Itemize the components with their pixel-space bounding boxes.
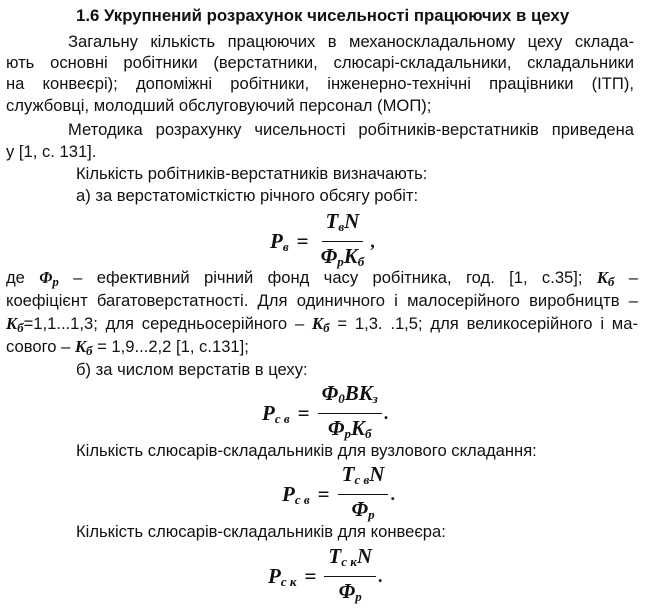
formula-1-lhs: $P_в$ — [270, 228, 289, 254]
para5: Кількість слюсарів-складальників для вузлового складання: — [76, 441, 537, 460]
formula-3-lhs: $P_{с в}$ — [282, 481, 310, 507]
formula-2-lhs: $P_{с в}$ — [262, 400, 290, 426]
formula-4: $P_{с к}$ = $\frac{T_{с к}N}{\Phi_p}$ . — [268, 544, 383, 604]
formula-1: $P_в$ = $\frac{T_вN}{\Phi_pK_б}$ , — [270, 209, 375, 269]
para4-line3: $K_б=1,1...1,3$; для середньосерійного – $K_б = 1,3$. .1,5; для великосерійного і ма- — [6, 314, 638, 335]
formula-3: $P_{с в}$ = $\frac{T_{с в}N}{\Phi_p}$ . — [282, 462, 395, 522]
formula-4-lhs: $P_{с к}$ — [268, 563, 297, 589]
para4-line2: коефіцієнт багатоверстатності. Для одиничного і малосерійного виробництв – — [6, 291, 638, 310]
para2-line1: Методика розрахунку чисельності робітників-верстатників приведена — [68, 120, 634, 139]
formula-2: $P_{с в}$ = $\frac{\Phi_0BK_з}{\Phi_pK_б}$ . — [262, 381, 389, 441]
para4-line4: сового – $K_б = 1,9...2,2$ [1, с.131]; — [6, 337, 249, 358]
section-heading: 1.6 Укрупнений розрахунок чисельності працюючих в цеху — [76, 6, 570, 25]
para2-line2: у [1, с. 131]. — [6, 142, 97, 161]
item-b: б) за числом верстатів в цеху: — [76, 360, 308, 379]
item-a: а) за верстатомісткістю річного обсягу робіт: — [76, 186, 419, 205]
para1-line1: Загальну кількість працюючих в механоскладальному цеху склада- — [68, 32, 634, 51]
para1-line3: на конвеєрі); допоміжні робітники, інженерно-технічні працівники (ІТП), — [6, 74, 634, 93]
para1-line2: ють основні робітники (верстатники, слюсарі-складальники, складальники — [6, 53, 634, 72]
para3: Кількість робітників-верстатників визначають: — [76, 164, 428, 183]
para4-line1: де $\Phi_р$ – ефективний річний фонд часу робітника, год. [1, с.35]; $K_б$ – — [6, 268, 638, 289]
para1-line4: службовці, молодший обслуговуючий персонал (МОП); — [6, 96, 432, 115]
para6: Кількість слюсарів-складальників для конвеєра: — [76, 522, 446, 541]
